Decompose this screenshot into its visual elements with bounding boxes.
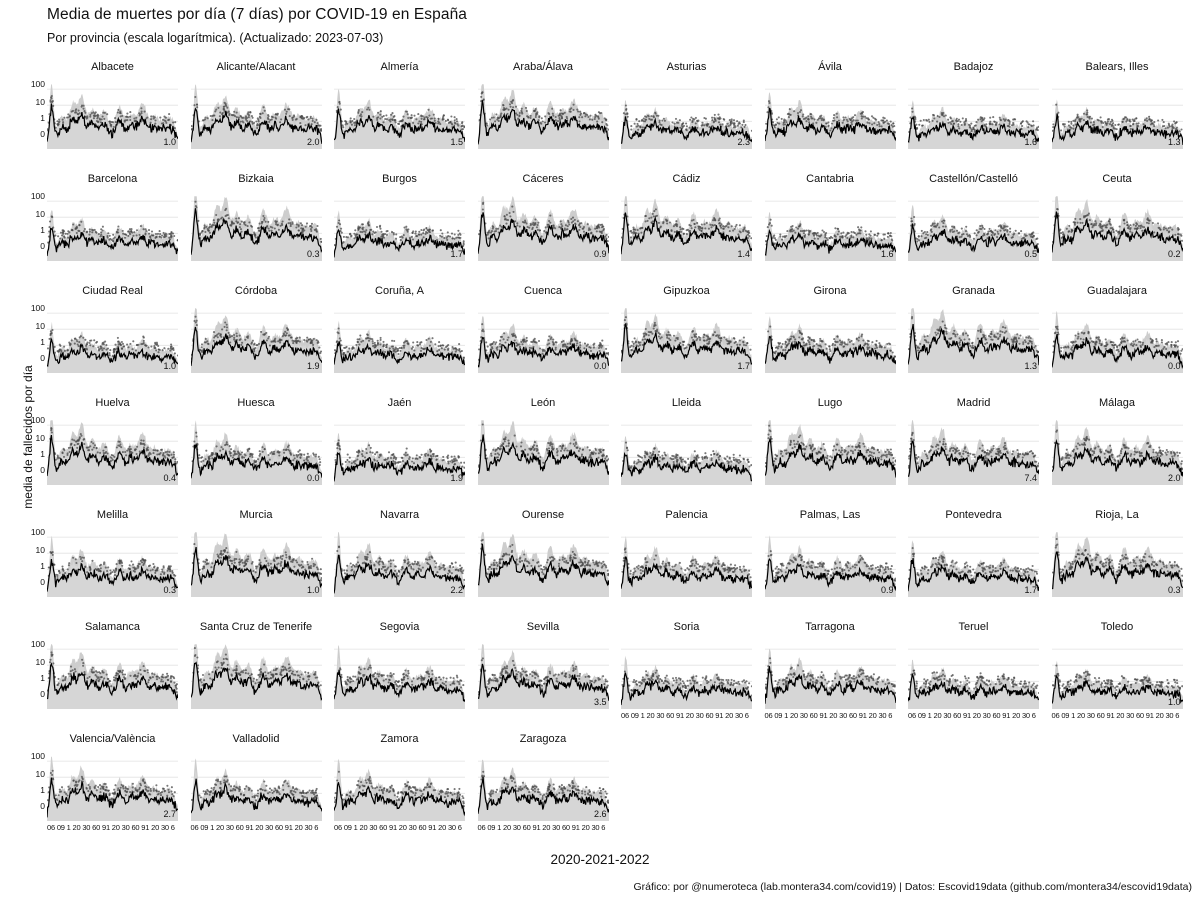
- x-axis-label: 2020-2021-2022: [550, 852, 650, 867]
- facet-plot: [478, 636, 609, 709]
- facet-last-value: 0.9: [880, 585, 894, 595]
- facet-title: Badajoz: [953, 61, 994, 73]
- facet-plot: [47, 412, 178, 485]
- facet-plot: [47, 300, 178, 373]
- y-tick-label: 10: [35, 208, 45, 219]
- y-tick-label: 1: [40, 112, 45, 123]
- facet-panel: [765, 172, 896, 261]
- facet-last-value: 1.4: [737, 249, 750, 259]
- y-tick-label: 10: [35, 544, 45, 555]
- facet-title: Granada: [952, 285, 995, 297]
- facet-panel: [908, 620, 1039, 720]
- facet-plot: [191, 412, 322, 485]
- facet-title: Salamanca: [84, 621, 141, 633]
- facet-panel: [908, 172, 1039, 261]
- y-tick-label: 1: [40, 784, 45, 795]
- facet-panel: [1051, 620, 1183, 720]
- y-tick-label: 1: [40, 336, 45, 347]
- chart-credit: Gráfico: por @numeroteca (lab.montera34.com/covid19) | Datos: Escovid19data (github.com/montera34/escovid19data): [633, 881, 1192, 893]
- facet-panel: [764, 620, 896, 720]
- facet-plot: [621, 76, 752, 149]
- facet-panel: [30, 620, 178, 709]
- facet-title: Segovia: [379, 621, 420, 633]
- facet-plot: [478, 524, 609, 597]
- x-tick-labels: 06 09 1 20 30 60 91 20 30 60 91 20 30 6: [764, 711, 893, 720]
- facet-plot: [478, 300, 609, 373]
- facet-last-value: 1.9: [450, 473, 463, 483]
- facet-panel: [30, 60, 178, 149]
- facet-panel: [30, 284, 178, 373]
- facet-plot: [765, 524, 896, 597]
- facet-panel: [1052, 172, 1183, 261]
- facet-title: León: [530, 397, 556, 409]
- facet-plot: [908, 188, 1039, 261]
- facet-panel: [478, 284, 609, 373]
- facet-panel: [30, 172, 178, 261]
- facet-plot: [191, 748, 322, 821]
- facet-last-value: 0.9: [593, 249, 607, 259]
- facet-last-value: 2.3: [737, 137, 750, 147]
- facet-plot: [621, 300, 752, 373]
- facet-panel: [1052, 284, 1183, 373]
- y-tick-label: 10: [35, 96, 45, 107]
- facet-plot: [478, 412, 609, 485]
- facet-panel: [621, 508, 752, 597]
- y-tick-label: 0: [40, 353, 45, 364]
- facet-title: Melilla: [96, 509, 129, 521]
- page-subtitle: Por provincia (escala logarítmica). (Actualizado: 2023-07-03): [47, 31, 384, 45]
- y-tick-label: 10: [35, 432, 45, 443]
- facet-plot: [1052, 412, 1183, 485]
- facet-title: Zamora: [380, 733, 419, 745]
- facet-last-value: 1.3: [1024, 361, 1037, 371]
- facet-title: Castellón/Castelló: [929, 173, 1018, 185]
- facet-title: Santa Cruz de Tenerife: [199, 621, 313, 633]
- facet-panel: [908, 396, 1039, 485]
- facet-last-value: 0.2: [1167, 249, 1181, 259]
- facet-title: Jaén: [387, 397, 412, 409]
- facet-title: Girona: [813, 285, 847, 297]
- facet-last-value: 1.0: [306, 585, 320, 595]
- facet-title: Valladolid: [232, 733, 280, 745]
- x-tick-labels: 06 09 1 20 30 60 91 20 30 60 91 20 30 6: [477, 823, 606, 832]
- facet-panel: [1052, 396, 1183, 485]
- facet-plot: [621, 636, 752, 709]
- y-tick-label: 10: [35, 656, 45, 667]
- facet-plot: [908, 76, 1039, 149]
- facet-title: Málaga: [1098, 397, 1136, 409]
- facet-last-value: 1.6: [880, 249, 894, 259]
- x-tick-labels: 06 09 1 20 30 60 91 20 30 60 91 20 30 6: [190, 823, 319, 832]
- facet-plot: [478, 76, 609, 149]
- page-title: Media de muertes por día (7 días) por COVID-19 en España: [47, 6, 468, 23]
- facet-title: Teruel: [958, 621, 989, 633]
- facet-title: Madrid: [956, 397, 991, 409]
- facet-last-value: 0.3: [1167, 585, 1181, 595]
- facet-plot: [334, 188, 465, 261]
- facet-last-value: 1.5: [450, 137, 463, 147]
- facet-plot: [191, 76, 322, 149]
- facet-title: Rioja, La: [1095, 509, 1139, 521]
- facet-panel: [478, 620, 609, 709]
- facet-plot: [478, 748, 609, 821]
- x-tick-labels: 06 09 1 20 30 60 91 20 30 60 91 20 30 6: [621, 711, 749, 720]
- facet-panel: [191, 60, 322, 149]
- facet-panel: [908, 284, 1039, 373]
- facet-panel: [191, 172, 322, 261]
- facet-panel: [190, 732, 322, 832]
- facet-title: Alicante/Alacant: [216, 61, 296, 73]
- facet-last-value: 3.5: [593, 697, 607, 707]
- facet-last-value: 1.9: [306, 361, 320, 371]
- facet-plot: [1052, 524, 1183, 597]
- x-tick-labels: 06 09 1 20 30 60 91 20 30 60 91 20 30 6: [47, 823, 175, 832]
- facet-title: Toledo: [1100, 621, 1134, 633]
- y-tick-label: 0: [40, 689, 45, 700]
- x-tick-labels: 06 09 1 20 30 60 91 20 30 60 91 20 30 6: [334, 823, 462, 832]
- y-tick-label: 1: [40, 224, 45, 235]
- facet-panel: [334, 396, 465, 485]
- facet-plot: [47, 748, 178, 821]
- facet-panel: [765, 396, 896, 485]
- facet-last-value: 1.7: [1024, 585, 1037, 595]
- y-tick-label: 100: [30, 415, 45, 426]
- y-tick-label: 100: [30, 751, 45, 762]
- facet-panel: [621, 284, 752, 373]
- facet-title: Lleida: [671, 397, 702, 409]
- facet-panel: [191, 396, 322, 485]
- facet-panel: [478, 508, 609, 597]
- facet-title: Barcelona: [87, 173, 138, 185]
- facet-plot: [334, 524, 465, 597]
- facet-last-value: 2.2: [450, 585, 463, 595]
- x-tick-labels: 06 09 1 20 30 60 91 20 30 60 91 20 30 6: [908, 711, 1036, 720]
- facet-last-value: 0.0: [1167, 361, 1181, 371]
- facet-title: Huesca: [237, 397, 275, 409]
- facet-plot: [1052, 300, 1183, 373]
- facet-title: Ceuta: [1102, 173, 1132, 185]
- facet-panel: [621, 396, 752, 485]
- facet-title: Sevilla: [526, 621, 560, 633]
- facet-panel: [908, 60, 1039, 149]
- facet-panel: [191, 508, 322, 597]
- facet-plot: [47, 76, 178, 149]
- facet-panel: [765, 284, 896, 373]
- facet-panel: [477, 732, 609, 832]
- y-tick-label: 1: [40, 560, 45, 571]
- facet-title: Bizkaia: [238, 173, 274, 185]
- facet-panel: [478, 60, 609, 149]
- facet-title: Córdoba: [234, 285, 278, 297]
- facet-plot: [908, 524, 1039, 597]
- facet-title: Palmas, Las: [799, 509, 861, 521]
- facet-panel: [1052, 60, 1183, 149]
- facet-plot: [765, 300, 896, 373]
- x-tick-labels: 06 09 1 20 30 60 91 20 30 60 91 20 30 6: [1051, 711, 1180, 720]
- facet-title: Murcia: [239, 509, 273, 521]
- facet-plot: [908, 636, 1039, 709]
- y-tick-label: 0: [40, 577, 45, 588]
- facet-title: Pontevedra: [945, 509, 1002, 521]
- y-tick-label: 10: [35, 768, 45, 779]
- facet-last-value: 2.0: [306, 137, 320, 147]
- facet-plot: [1052, 76, 1183, 149]
- facet-title: Gipuzkoa: [663, 285, 710, 297]
- y-tick-label: 100: [30, 527, 45, 538]
- facet-panel: [621, 620, 752, 720]
- facet-panel: [621, 60, 752, 149]
- facet-panel: [30, 396, 178, 485]
- facet-panel: [334, 732, 465, 832]
- facet-last-value: 1.0: [1167, 697, 1181, 707]
- facet-plot: [765, 412, 896, 485]
- facet-plot: [1052, 188, 1183, 261]
- facet-plot: [191, 524, 322, 597]
- facet-plot: [334, 636, 465, 709]
- facet-panel: [478, 172, 609, 261]
- facet-last-value: 0.3: [306, 249, 320, 259]
- facet-title: Albacete: [91, 61, 134, 73]
- facet-last-value: 1.7: [737, 361, 750, 371]
- facet-last-value: 0.5: [1024, 249, 1037, 259]
- facet-panel: [908, 508, 1039, 597]
- facet-title: Lugo: [817, 397, 843, 409]
- facet-title: Balears, Illes: [1085, 61, 1149, 73]
- facet-panel: [334, 172, 465, 261]
- facet-title: Valencia/València: [69, 733, 156, 745]
- facet-panel: [765, 508, 896, 597]
- facet-plot: [765, 188, 896, 261]
- facet-title: Cádiz: [672, 173, 701, 185]
- facet-last-value: 1.0: [163, 361, 176, 371]
- facet-plot: [334, 76, 465, 149]
- facet-last-value: 0.0: [593, 361, 607, 371]
- facet-plot: [765, 76, 896, 149]
- facet-panel: [1052, 508, 1183, 597]
- facet-title: Zaragoza: [519, 733, 567, 745]
- facet-title: Ávila: [818, 61, 842, 73]
- facet-title: Cuenca: [524, 285, 562, 297]
- facet-panel: [191, 620, 322, 709]
- y-tick-label: 100: [30, 79, 45, 90]
- facet-title: Burgos: [382, 173, 417, 185]
- facet-title: Almería: [380, 61, 419, 73]
- y-tick-label: 0: [40, 801, 45, 812]
- facet-panel: [765, 60, 896, 149]
- y-axis-label: media de fallecidos por día: [21, 365, 35, 509]
- facet-plot: [765, 636, 896, 709]
- facet-title: Guadalajara: [1087, 285, 1147, 297]
- facet-panel: [191, 284, 322, 373]
- facet-plot: [1052, 636, 1183, 709]
- y-tick-label: 100: [30, 191, 45, 202]
- facet-title: Coruña, A: [375, 285, 424, 297]
- y-tick-label: 10: [35, 320, 45, 331]
- facet-plot: [908, 300, 1039, 373]
- y-tick-label: 0: [40, 241, 45, 252]
- facet-plot: [908, 412, 1039, 485]
- facet-panel: [478, 396, 609, 485]
- facet-plot: [621, 412, 752, 485]
- facet-title: Cantabria: [806, 173, 854, 185]
- facet-plot: [334, 748, 465, 821]
- y-tick-label: 1: [40, 672, 45, 683]
- facet-title: Soria: [673, 621, 700, 633]
- facet-panel: [334, 284, 465, 373]
- facet-plot: [334, 300, 465, 373]
- facet-plot: [191, 188, 322, 261]
- facet-last-value: 0.4: [163, 473, 176, 483]
- facet-title: Navarra: [379, 509, 420, 521]
- facet-title: Huelva: [95, 397, 130, 409]
- facet-title: Araba/Álava: [513, 61, 573, 73]
- facet-last-value: 7.4: [1024, 473, 1037, 483]
- y-tick-label: 100: [30, 639, 45, 650]
- facet-plot: [621, 188, 752, 261]
- facet-plot: [191, 300, 322, 373]
- facet-title: Palencia: [665, 509, 708, 521]
- facet-last-value: 2.7: [163, 809, 176, 819]
- facet-panel: [334, 620, 465, 709]
- facet-title: Ourense: [521, 509, 565, 521]
- facet-last-value: 2.0: [1167, 473, 1181, 483]
- facet-panel: [334, 508, 465, 597]
- facet-plot: [47, 188, 178, 261]
- facet-title: Ciudad Real: [82, 285, 143, 297]
- facet-panel: [30, 508, 178, 597]
- facet-plot: [621, 524, 752, 597]
- facet-panel: [621, 172, 752, 261]
- facet-last-value: 0.0: [306, 473, 320, 483]
- facet-last-value: 2.6: [593, 809, 607, 819]
- facet-panel: [334, 60, 465, 149]
- facet-plot: [478, 188, 609, 261]
- y-tick-label: 1: [40, 448, 45, 459]
- y-tick-label: 0: [40, 129, 45, 140]
- facet-last-value: 1.7: [450, 249, 463, 259]
- facet-last-value: 1.3: [1167, 137, 1181, 147]
- y-tick-label: 100: [30, 303, 45, 314]
- facet-title: Cáceres: [522, 173, 564, 185]
- facet-title: Asturias: [666, 61, 707, 73]
- y-tick-label: 0: [40, 465, 45, 476]
- facet-title: Tarragona: [805, 621, 855, 633]
- facet-plot: [191, 636, 322, 709]
- facet-plot: [47, 524, 178, 597]
- facet-last-value: 0.3: [163, 585, 176, 595]
- facet-last-value: 1.6: [1024, 137, 1037, 147]
- facet-last-value: 1.0: [163, 137, 176, 147]
- facet-plot: [47, 636, 178, 709]
- facet-plot: [334, 412, 465, 485]
- facet-panel: [30, 732, 178, 832]
